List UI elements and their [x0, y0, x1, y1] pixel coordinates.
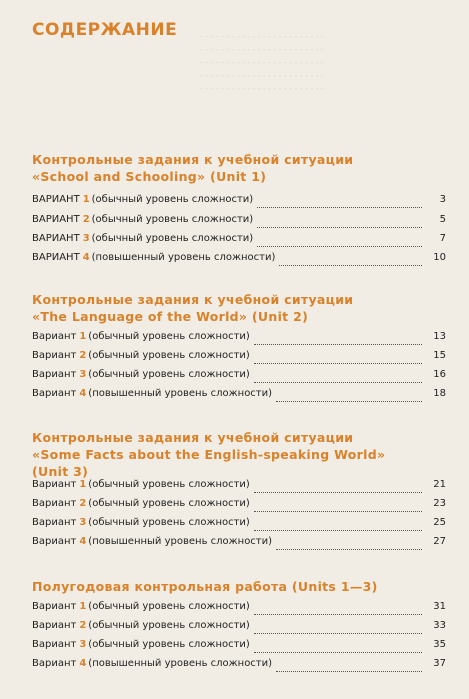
section-heading-line: Контрольные задания к учебной ситуации: [32, 430, 354, 445]
dot-leader: [254, 355, 422, 364]
show-through-text: - - - - - - - - - - - - - - - - - - - - - - - - - - - - - - - - - - - - - - - - - - - - - - - - - - - - - - - - - - - - - - - - - - - - - - - - - - - - - - - - - - - - - - - - - - - - - - - - - - - - - - - - - - - - - - - - - - - - - - - -: [200, 31, 324, 93]
toc-entry[interactable]: [32, 331, 446, 347]
variant-label: Вариант: [32, 601, 77, 612]
dot-leader: [257, 199, 422, 208]
variant-number: 4: [79, 658, 87, 669]
toc-entry[interactable]: [32, 369, 446, 385]
toc-entry[interactable]: [32, 620, 446, 636]
difficulty-label: (обычный уровень сложности): [88, 601, 250, 612]
dot-leader: [254, 644, 422, 653]
variant-label: ВАРИАНТ: [32, 194, 80, 205]
toc-entry[interactable]: [32, 639, 446, 655]
section-heading-line: Полугодовая контрольная работа (Units 1—3): [32, 579, 378, 594]
dot-leader: [254, 606, 422, 615]
variant-label: Вариант: [32, 658, 77, 669]
page-number: 16: [433, 369, 446, 380]
toc-entry[interactable]: [32, 479, 446, 495]
variant-number: 3: [79, 517, 87, 528]
variant-label: Вариант: [32, 350, 77, 361]
toc-entry[interactable]: [32, 350, 446, 366]
variant-number: 3: [79, 369, 87, 380]
page-number: 21: [433, 479, 446, 490]
difficulty-label: (повышенный уровень сложности): [88, 536, 273, 547]
variant-label: Вариант: [32, 639, 77, 650]
toc-entry[interactable]: [32, 194, 446, 210]
difficulty-label: (обычный уровень сложности): [88, 498, 250, 509]
page-number: 37: [433, 658, 446, 669]
variant-number: 4: [79, 536, 87, 547]
page-number: 3: [439, 194, 446, 205]
page-number: 15: [433, 350, 446, 361]
variant-number: 2: [79, 350, 87, 361]
dot-leader: [254, 522, 422, 531]
difficulty-label: (повышенный уровень сложности): [88, 658, 273, 669]
page-number: 10: [433, 252, 446, 263]
variant-number: 1: [79, 601, 87, 612]
dot-leader: [276, 663, 422, 672]
page-number: 23: [433, 498, 446, 509]
section-heading-line: «Some Facts about the English-speaking World»: [32, 447, 386, 462]
toc-entry[interactable]: [32, 214, 446, 230]
page-number: 7: [439, 233, 446, 244]
page-number: 25: [433, 517, 446, 528]
section-heading-line: «The Language of the World» (Unit 2): [32, 309, 309, 324]
difficulty-label: (обычный уровень сложности): [88, 369, 250, 380]
variant-label: Вариант: [32, 620, 77, 631]
page-number: 27: [433, 536, 446, 547]
variant-label: ВАРИАНТ: [32, 233, 80, 244]
difficulty-label: (обычный уровень сложности): [88, 479, 250, 490]
variant-label: Вариант: [32, 498, 77, 509]
page-number: 5: [439, 214, 446, 225]
difficulty-label: (обычный уровень сложности): [91, 214, 254, 225]
dot-leader: [257, 238, 422, 247]
dot-leader: [254, 625, 422, 634]
variant-number: 1: [79, 479, 87, 490]
difficulty-label: (обычный уровень сложности): [91, 194, 254, 205]
difficulty-label: (обычный уровень сложности): [91, 233, 254, 244]
dot-leader: [254, 503, 422, 512]
section-heading-unit-2: [32, 291, 353, 325]
page-number: 35: [433, 639, 446, 650]
difficulty-label: (обычный уровень сложности): [88, 639, 250, 650]
toc-entry[interactable]: [32, 517, 446, 533]
dot-leader: [254, 336, 422, 345]
difficulty-label: (обычный уровень сложности): [88, 517, 250, 528]
toc-entry[interactable]: [32, 536, 446, 552]
variant-number: 2: [82, 214, 90, 225]
variant-number: 1: [79, 331, 87, 342]
variant-number: 3: [82, 233, 90, 244]
variant-label: Вариант: [32, 388, 77, 399]
dot-leader: [276, 393, 422, 402]
dot-leader: [276, 541, 422, 550]
dot-leader: [279, 257, 422, 266]
difficulty-label: (обычный уровень сложности): [88, 350, 250, 361]
toc-entry[interactable]: [32, 252, 446, 268]
toc-entry[interactable]: [32, 601, 446, 617]
variant-label: Вариант: [32, 479, 77, 490]
variant-label: Вариант: [32, 369, 77, 380]
toc-entry[interactable]: [32, 233, 446, 249]
variant-number: 3: [79, 639, 87, 650]
page-number: 13: [433, 331, 446, 342]
variant-number: 1: [82, 194, 90, 205]
variant-number: 4: [82, 252, 90, 263]
variant-label: Вариант: [32, 536, 77, 547]
variant-number: 2: [79, 498, 87, 509]
dot-leader: [254, 484, 422, 493]
page-number: 31: [433, 601, 446, 612]
toc-entry[interactable]: [32, 658, 446, 674]
difficulty-label: (обычный уровень сложности): [88, 331, 250, 342]
page-number: 18: [433, 388, 446, 399]
difficulty-label: (повышенный уровень сложности): [91, 252, 276, 263]
section-heading-unit-3: [32, 429, 385, 480]
page-title: СОДЕРЖАНИЕ: [32, 20, 178, 40]
section-heading-midterm: [32, 578, 378, 595]
section-heading-line: Контрольные задания к учебной ситуации: [32, 152, 354, 167]
variant-label: ВАРИАНТ: [32, 214, 80, 225]
section-heading-line: Контрольные задания к учебной ситуации: [32, 292, 354, 307]
section-heading-unit-1: [32, 151, 353, 185]
difficulty-label: (повышенный уровень сложности): [88, 388, 273, 399]
dot-leader: [257, 219, 422, 228]
variant-number: 2: [79, 620, 87, 631]
toc-entry[interactable]: [32, 388, 446, 404]
dot-leader: [254, 374, 422, 383]
variant-label: Вариант: [32, 517, 77, 528]
variant-label: ВАРИАНТ: [32, 252, 80, 263]
toc-entry[interactable]: [32, 498, 446, 514]
difficulty-label: (обычный уровень сложности): [88, 620, 250, 631]
section-heading-line: «School and Schooling» (Unit 1): [32, 169, 267, 184]
variant-number: 4: [79, 388, 87, 399]
page-number: 33: [433, 620, 446, 631]
section-heading-line: (Unit 3): [32, 464, 89, 479]
variant-label: Вариант: [32, 331, 77, 342]
